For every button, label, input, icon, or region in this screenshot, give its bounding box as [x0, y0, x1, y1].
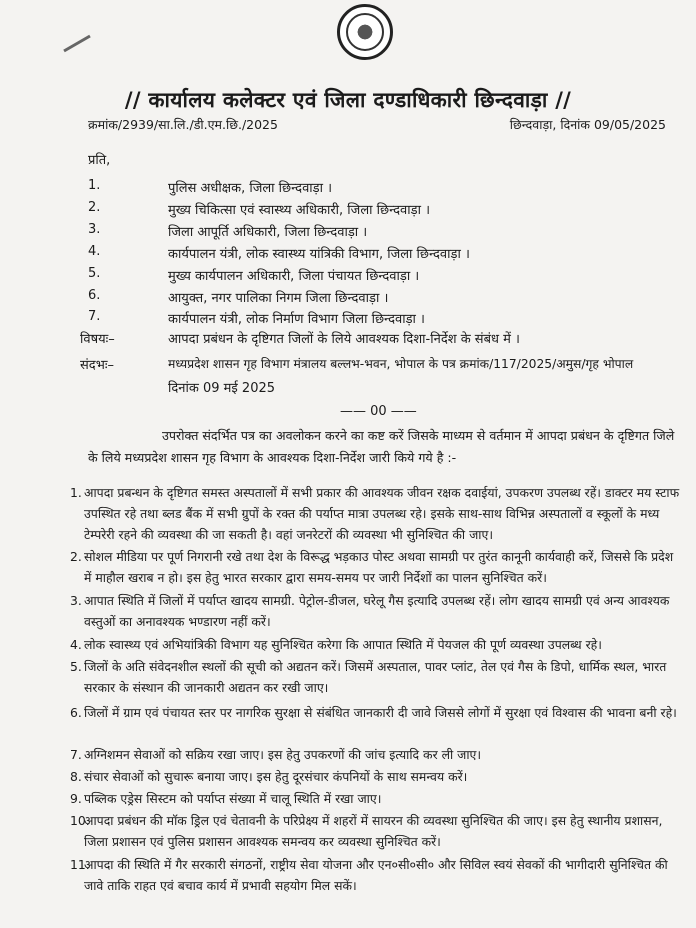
- list-item: 4. लोक स्वास्थ्य एवं अभियांत्रिकी विभाग यह सुनिश्चित करेगा कि आपात स्थिति में पेयजल की पूर्ण व्यवस्था उपलब्ध रहे।: [70, 637, 602, 652]
- reference-number: क्रमांक/2939/सा.लि./डी.एम.छि./2025: [88, 117, 278, 132]
- section-divider: —— 00 ——: [340, 404, 417, 419]
- list-item: 10. आपदा प्रबंधन की मॉक ड्रिल एवं चेतावनी के परिप्रेक्ष्य में शहरों में सायरन की व्यवस्था सुनिश्चित की जाए। इस हेतु स्थानीय प्रशासन, जिला प्रशासन एवं पुलिस प्रशासन आवश्यक समन्वय कर व्यवस्था सुनिश्चित करें।: [70, 813, 663, 849]
- reference-date: दिनांक 09 मई 2025: [168, 381, 276, 396]
- place-date: छिन्दवाड़ा, दिनांक 09/05/2025: [509, 117, 666, 132]
- list-item: 7. अग्निशमन सेवाओं को सक्रिय रखा जाए। इस हेतु उपकरणों की जांच इत्यादि कर ली जाए।: [70, 747, 482, 762]
- list-item: 1. आपदा प्रबन्धन के दृष्टिगत समस्त अस्पतालों में सभी प्रकार की आवश्यक जीवन रक्षक दवाईयां, उपकरण उपलब्ध रहें। डाक्टर मय स्टाफ उपस्थित रहे तथा ब्लड बैंक में सभी ग्रुपों के रक्त की पर्याप्त मात्रा उपलब्ध रहे। इसके साथ-साथ विभिन्न अस्पतालों व स्कूलों के मध्य टेम्परेरी रहने की व्यवस्था की जा सकती है। वहां जनरेटरों की व्यवस्था भी सुनिश्चित की जाए।: [70, 485, 680, 542]
- list-item: 6. जिलों में ग्राम एवं पंचायत स्तर पर नागरिक सुरक्षा से संबंधित जानकारी दी जावे जिससे लोगों में सुरक्षा एवं विश्वास की भावना बनी रहे।: [70, 705, 677, 720]
- intro-paragraph: उपरोक्त संदर्भित पत्र का अवलोकन करने का कष्ट करें जिसके माध्यम से वर्तमान में आपदा प्रबंधन के दृष्टिगत जिले के लिये मध्यप्रदेश शासन गृह विभाग के आवश्यक दिशा-निर्देश जारी किये गये है :-: [88, 428, 675, 465]
- reference-label: संदभः–: [80, 358, 114, 373]
- salutation: प्रति,: [88, 153, 111, 168]
- letter-page: // कार्यालय कलेक्टर एवं जिला दण्डाधिकारी छिन्दवाड़ा // क्रमांक/2939/सा.लि./डी.एम.छि./2025 छिन्दवाड़ा, दिनांक 09/05/2025 प्रति, 1. पुलिस अधीक्षक, जिला छिन्दवाड़ा । 2. मुख्य चिकित्सा एवं स्वास्थ्य अधिकारी, जिला छिन्दवाड़ा । 3. जिला आपूर्ति अधिकारी, जिला छिन्दवाड़ा । 4. कार्यपालन यंत्री, लोक स्वास्थ्य यांत्रिकी विभाग, जिला छिन्दवाड़ा । 5. मुख्य कार्यपालन अधिकारी, जिला पंचायत छिन्दवाड़ा । 6. आयुक्त, नगर पालिका निगम जिला छिन्दवाड़ा । 7. कार्यपालन यंत्री, लोक निर्माण विभाग जिला छिन्दवाड़ा । विषयः– आपदा प्रबंधन के दृष्टिगत जिलों के लिये आवश्यक दिशा-निर्देश के संबंध में । संदभः– मध्यप्रदेश शासन गृह विभाग मंत्रालय बल्लभ-भवन, भोपाल के पत्र क्रमांक/117/2025/अमुस/गृह भोपाल दिनांक 09 मई 2025 —— 00 —— उपरोक्त संदर्भित पत्र का अवलोकन करने का कष्ट करें जिसके माध्यम से वर्तमान में आपदा प्रबंधन के दृष्टिगत जिले के लिये मध्यप्रदेश शासन गृह विभाग के आवश्यक दिशा-निर्देश जारी किये गये है :- 1. आपदा प्रबन्धन के दृष्टिगत समस्त अस्पतालों में सभी प्रकार की आवश्यक जीवन रक्षक दवाईयां, उपकरण उपलब्ध रहें। डाक्टर मय स्टाफ उपस्थित रहे तथा ब्लड बैंक में सभी ग्रुपों के रक्त की पर्याप्त मात्रा उपलब्ध रहे। इसके साथ-साथ विभिन्न अस्पतालों व स्कूलों के मध्य टेम्परेरी रहने की व्यवस्था की जा सकती है। वहां जनरेटरों की व्यवस्था भी सुनिश्चित की जाए। 2. सोशल मीडिया पर पूर्ण निगरानी रखे तथा देश के विरूद्ध भड़काउ पोस्ट अथवा सामग्री पर तुरंत कानूनी कार्यवाही करें, जिससे कि प्रदेश में माहौल खराब न हो। इस हेतु भारत सरकार द्वारा समय-समय पर जारी निर्देशों का पालन सुनिश्चित करें। 3. आपात स्थिति में जिलों में पर्याप्त खादय सामग्री. पेट्रोल-डीजल, घरेलू गैस इत्यादि उपलब्ध रहें। लोग खादय सामग्री एवं अन्य आवश्यक वस्तुओं का अनावश्यक भण्डारण नहीं करें। 4. लोक स्वास्थ्य एवं अभियांत्रिकी विभाग यह सुनिश्चित करेगा कि आपात स्थिति में पेयजल की पूर्ण व्यवस्था उपलब्ध रहे। 5. जिलों के अति संवेदनशील स्थलों की सूची को अद्यतन करें। जिसमें अस्पताल, पावर प्लांट, तेल एवं गैस के डिपो, धार्मिक स्थल, भारत सरकार के संस्थान की जानकारी अद्यतन कर रखी जाए। 6. जिलों में ग्राम एवं पंचायत स्तर पर नागरिक सुरक्षा से संबंधित जानकारी दी जावे जिससे लोगों में सुरक्षा एवं विश्वास की भावना बनी रहे। 7. अग्निशमन सेवाओं को सक्रिय रखा जाए। इस हेतु उपकरणों की जांच इत्यादि कर ली जाए। 8. संचार सेवाओं को सुचारू बनाया जाए। इस हेतु दूरसंचार कंपनियों के साथ समन्वय करें। 9. पब्लिक एड्रेस सिस्टम को पर्याप्त संख्या में चालू स्थिति में रखा जाए। 10. आपदा प्रबंधन की मॉक ड्रिल एवं चेतावनी के परिप्रेक्ष्य में शहरों में सायरन की व्यवस्था सुनिश्चित की जाए। इस हेतु स्थानीय प्रशासन, जिला प्रशासन एवं पुलिस प्रशासन आवश्यक समन्वय कर व्यवस्था सुनिश्चित करें। 11. आपदा की स्थिति में गैर सरकारी संगठनों, राष्ट्रीय सेवा योजना और एन०सी०सी० और सिविल स्वयं सेवकों की भागीदारी सुनिश्चित की जावे ताकि राहत एवं बचाव कार्य में प्रभावी सहयोग मिल सकें।: [0, 0, 696, 928]
- subject-label: विषयः–: [80, 332, 115, 347]
- pen-mark: [63, 35, 90, 53]
- list-item: 5. जिलों के अति संवेदनशील स्थलों की सूची को अद्यतन करें। जिसमें अस्पताल, पावर प्लांट, तेल एवं गैस के डिपो, धार्मिक स्थल, भारत सरकार के संस्थान की जानकारी अद्यतन कर रखी जाए।: [70, 659, 667, 695]
- list-item: 3. आपात स्थिति में जिलों में पर्याप्त खादय सामग्री. पेट्रोल-डीजल, घरेलू गैस इत्यादि उपलब्ध रहें। लोग खादय सामग्री एवं अन्य आवश्यक वस्तुओं का अनावश्यक भण्डारण नहीं करें।: [70, 593, 670, 629]
- list-item: 2. सोशल मीडिया पर पूर्ण निगरानी रखे तथा देश के विरूद्ध भड़काउ पोस्ट अथवा सामग्री पर तुरंत कानूनी कार्यवाही करें, जिससे कि प्रदेश में माहौल खराब न हो। इस हेतु भारत सरकार द्वारा समय-समय पर जारी निर्देशों का पालन सुनिश्चित करें।: [70, 549, 674, 585]
- list-item: 9. पब्लिक एड्रेस सिस्टम को पर्याप्त संख्या में चालू स्थिति में रखा जाए।: [70, 791, 382, 806]
- letter-heading: // कार्यालय कलेक्टर एवं जिला दण्डाधिकारी छिन्दवाड़ा //: [124, 88, 572, 112]
- list-item: 8. संचार सेवाओं को सुचारू बनाया जाए। इस हेतु दूरसंचार कंपनियों के साथ समन्वय करें।: [70, 769, 468, 784]
- list-item: 11. आपदा की स्थिति में गैर सरकारी संगठनों, राष्ट्रीय सेवा योजना और एन०सी०सी० और सिविल स्वयं सेवकों की भागीदारी सुनिश्चित की जावे ताकि राहत एवं बचाव कार्य में प्रभावी सहयोग मिल सकें।: [70, 857, 668, 893]
- government-seal-icon: [337, 4, 393, 60]
- subject-text: आपदा प्रबंधन के दृष्टिगत जिलों के लिये आवश्यक दिशा-निर्देश के संबंध में ।: [168, 332, 520, 347]
- reference-line: मध्यप्रदेश शासन गृह विभाग मंत्रालय बल्लभ-भवन, भोपाल के पत्र क्रमांक/117/2025/अमुस/गृह भोपाल: [168, 357, 634, 371]
